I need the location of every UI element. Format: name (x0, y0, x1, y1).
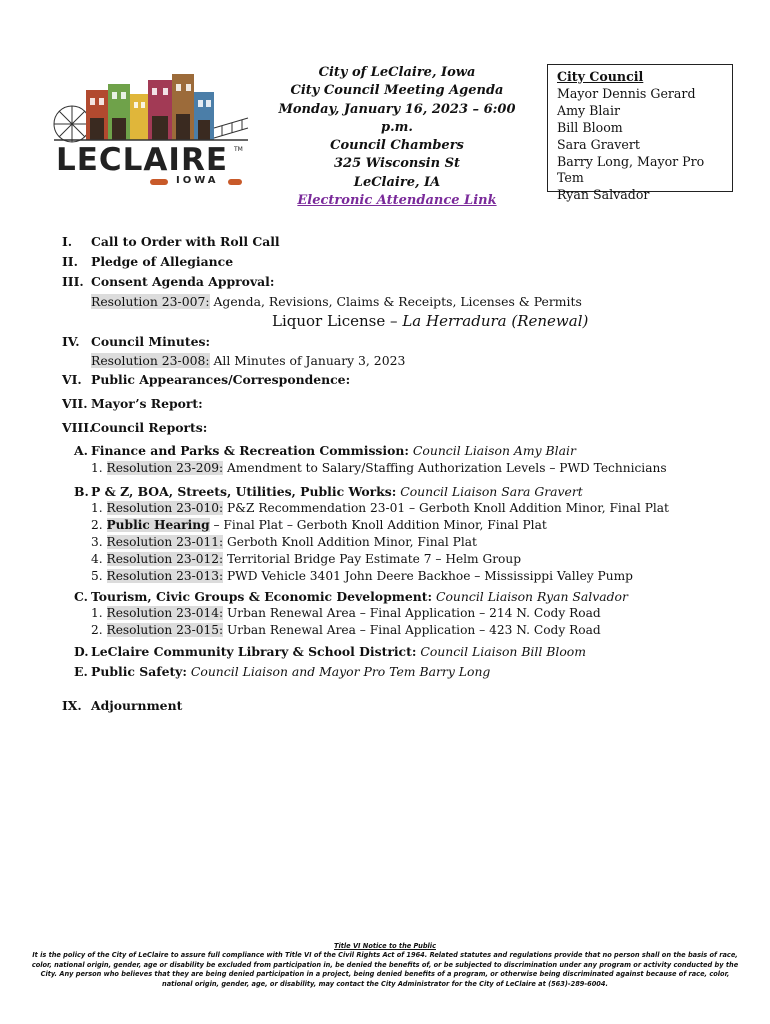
council-member: Amy Blair (557, 102, 620, 118)
title-vi-notice (28, 942, 742, 989)
agenda-item-ix (62, 696, 742, 716)
list-item (62, 534, 742, 551)
resolution-text: Amendment to Salary/Staffing Authorization Levels – PWD Technicians (223, 461, 667, 475)
header-address: 325 Wisconsin St (334, 156, 460, 172)
item-number: II. (62, 254, 78, 269)
section-title: Finance and Parks & Recreation Commission: (91, 443, 409, 458)
liquor-license (62, 312, 742, 330)
report-section-d (62, 642, 742, 662)
list-item (62, 500, 742, 517)
council-member: Bill Bloom (557, 119, 623, 135)
council-member: Ryan Salvador (557, 187, 650, 203)
agenda-item-vii (62, 394, 742, 414)
list-item (62, 460, 742, 477)
item-index: 2. (91, 623, 103, 637)
item-index: 1. (91, 606, 103, 620)
list-item (62, 551, 742, 568)
logo-wordmark: LECLAIRE (56, 142, 229, 178)
meeting-header (262, 64, 532, 210)
section-letter: B. (74, 484, 89, 499)
item-title: Mayor’s Report: (91, 396, 203, 411)
resolution-number: Resolution 23-015: (106, 623, 224, 637)
minutes-resolution (62, 352, 742, 370)
resolution-number: Resolution 23-010: (106, 501, 224, 515)
section-letter: A. (74, 443, 88, 458)
section-title: P & Z, BOA, Streets, Utilities, Public Works: (91, 484, 397, 499)
council-title: City Council (557, 69, 644, 84)
section-title: LeClaire Community Library & School District: (91, 644, 417, 659)
report-section-b (62, 483, 742, 500)
agenda-item-ii (62, 252, 742, 272)
council-member: Mayor Dennis Gerard (557, 85, 696, 101)
section-liaison: Council Liaison Ryan Salvador (432, 589, 628, 604)
logo-state (150, 177, 240, 188)
list-item (62, 605, 742, 622)
report-section-c (62, 588, 742, 605)
resolution-text: Agenda, Revisions, Claims & Receipts, Licenses & Permits (209, 294, 582, 309)
item-number: IV. (62, 334, 80, 349)
resolution-text: PWD Vehicle 3401 John Deere Backhoe – Mississippi Valley Pump (223, 569, 633, 583)
liquor-license-business: La Herradura (Renewal) (402, 312, 589, 330)
item-number: VIII. (62, 420, 94, 435)
agenda-item-viii (62, 418, 742, 438)
notice-body: It is the policy of the City of LeClaire to assure full compliance with Title VI of the Civil Rights Act of 1964. Related statutes and regulations provide that no person shall on the basis of race, color, national origin, gender, age or disability be excluded from participation in, be denied the benefits of, or be subjected to discrimination under any program or activity conducted by the City. Any person who believes that they are being denied participation in a project, being denied benefits of a program, or otherwise being discriminated against because of race, color, national origin, gender, age, or disability, may contact the City Administrator for the City of LeClaire at (563)-289-6004. (31, 951, 739, 988)
resolution-text: Gerboth Knoll Addition Minor, Final Plat (223, 535, 477, 549)
item-number: III. (62, 274, 84, 289)
resolution-number: Resolution 23-013: (106, 569, 224, 583)
item-number: IX. (62, 698, 82, 713)
agenda-item-vi (62, 370, 742, 390)
resolution-number: Resolution 23-012: (106, 552, 224, 566)
section-liaison: Council Liaison Sara Gravert (396, 484, 583, 499)
list-item (62, 568, 742, 585)
header-city-state: LeClaire, IA (353, 174, 441, 190)
item-number: VI. (62, 372, 82, 387)
item-title: Council Minutes: (91, 334, 211, 349)
council-member: Sara Gravert (557, 136, 640, 152)
public-hearing-label: Public Hearing (106, 518, 210, 532)
agenda-list (62, 232, 742, 716)
agenda-item-iii (62, 272, 742, 292)
resolution-text: Territorial Bridge Pay Estimate 7 – Helm Group (223, 552, 522, 566)
section-liaison: Council Liaison Amy Blair (408, 443, 576, 458)
resolution-number: Resolution 23-014: (106, 606, 224, 620)
city-council-box (547, 64, 733, 203)
resolution-text: Urban Renewal Area – Final Application – 214 N. Cody Road (223, 606, 601, 620)
item-title: Call to Order with Roll Call (91, 234, 280, 249)
section-title: Tourism, Civic Groups & Economic Development: (91, 589, 433, 604)
item-index: 2. (91, 518, 103, 532)
section-title: Public Safety: (91, 664, 187, 679)
agenda-item-i (62, 232, 742, 252)
resolution-number: Resolution 23-007: (91, 294, 210, 309)
item-index: 4. (91, 552, 103, 566)
resolution-number: Resolution 23-011: (106, 535, 224, 549)
resolution-text: All Minutes of January 3, 2023 (209, 353, 406, 368)
item-title: Adjournment (91, 698, 183, 713)
header-city: City of LeClaire, Iowa (318, 65, 476, 80)
section-letter: C. (74, 589, 88, 604)
report-section-a (62, 442, 742, 460)
item-title: Pledge of Allegiance (91, 254, 234, 269)
section-liaison: Council Liaison and Mayor Pro Tem Barry Long (186, 664, 491, 679)
agenda-item-iv (62, 332, 742, 352)
item-title: Public Appearances/Correspondence: (91, 372, 351, 387)
resolution-text: Urban Renewal Area – Final Application – 423 N. Cody Road (223, 623, 601, 637)
header-date: Monday, January 16, 2023 – 6:00 p.m. (278, 101, 516, 135)
item-title: Consent Agenda Approval: (91, 274, 275, 289)
logo-state-text: IOWA (176, 175, 219, 186)
resolution-number: Resolution 23-209: (106, 461, 224, 475)
item-number: VII. (62, 396, 88, 411)
section-liaison: Council Liaison Bill Bloom (416, 644, 586, 659)
logo-trademark: TM (234, 146, 243, 153)
list-item (62, 622, 742, 639)
list-item (62, 517, 742, 534)
resolution-number: Resolution 23-008: (91, 353, 210, 368)
item-title: Council Reports: (91, 420, 208, 435)
notice-title: Title VI Notice to the Public (334, 942, 436, 950)
section-letter: D. (74, 644, 89, 659)
item-index: 5. (91, 569, 103, 583)
resolution-text: – Final Plat – Gerboth Knoll Addition Minor, Final Plat (209, 518, 547, 532)
report-section-e (62, 662, 742, 682)
electronic-attendance-link[interactable]: Electronic Attendance Link (297, 193, 497, 209)
item-index: 1. (91, 501, 103, 515)
council-member: Barry Long, Mayor Pro Tem (557, 153, 705, 186)
resolution-text: P&Z Recommendation 23-01 – Gerboth Knoll Addition Minor, Final Plat (223, 501, 669, 515)
logo-leaf-icon (228, 179, 242, 185)
logo-leaf-icon (150, 179, 168, 185)
section-letter: E. (74, 664, 88, 679)
item-number: I. (62, 234, 73, 249)
item-index: 1. (91, 461, 103, 475)
city-logo (50, 66, 250, 190)
header-location: Council Chambers (330, 138, 464, 154)
item-index: 3. (91, 535, 103, 549)
liquor-license-label: Liquor License – (272, 312, 403, 330)
consent-resolution (62, 292, 742, 312)
header-meeting-title: City Council Meeting Agenda (290, 83, 504, 99)
